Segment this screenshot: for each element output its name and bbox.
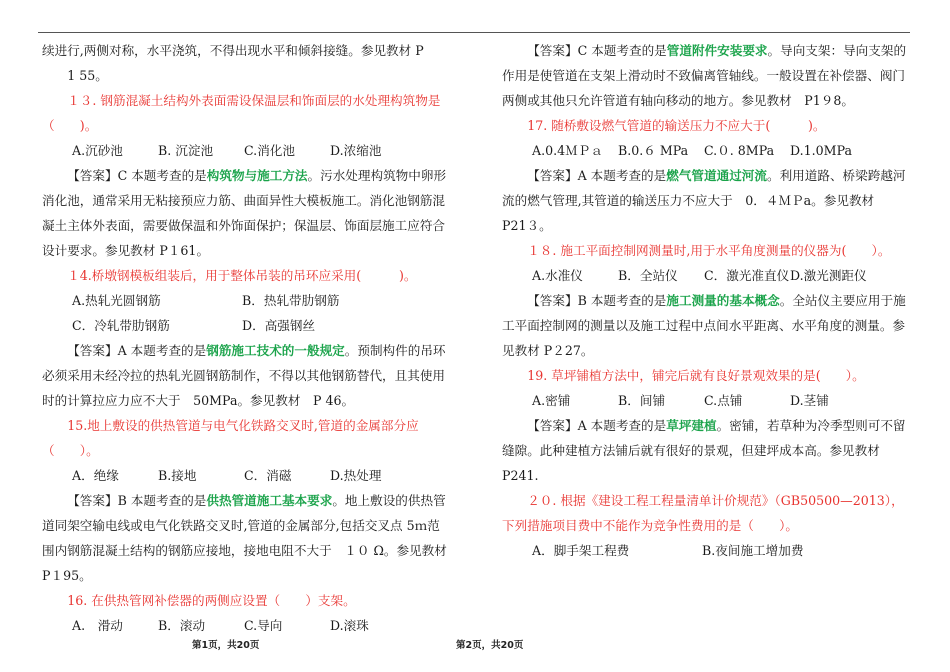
question-14: １4.桥墩钢模板组装后，用于整体吊装的吊环应采用( )。 [67, 268, 417, 283]
question-17-options [502, 138, 910, 163]
answer-keyword: 管道附件安装要求 [666, 43, 768, 58]
answer-body: 。导向支架：导向支架的作用是使管道在支架上滑动时不致偏离管轴线。一般设置在补偿器、阀门两侧或其他只允许管道有轴向移动的地方。参见教材 P1９8。 [502, 43, 907, 108]
question-19: 19. 草坪铺植方法中，铺完后就有良好景观效果的是( ）。 [527, 368, 865, 383]
answer-prefix: 【答案】A 本题考查的是 [67, 343, 207, 358]
answer-keyword: 燃气管道通过河流 [666, 168, 767, 183]
question-19-options [502, 388, 910, 413]
answer-body: 。地上敷设的供热管道同架空输电线或电气化铁路交叉时,管道的金属部分,包括交叉点 5ｍ范围内钢筋混凝土结构的钢筋应接地，接地电阻不大于 １０ Ω。参见教材 P１95。 [42, 493, 460, 583]
option: C.消化池 [244, 143, 295, 158]
question-20-options [502, 538, 910, 563]
question-15: 15.地上敷设的供热管道与电气化铁路交叉时,管道的金属部分应（ ）。 [42, 418, 419, 458]
option: D.热处理 [330, 468, 382, 483]
answer-14 [42, 338, 450, 413]
option: A.水准仪 [532, 268, 583, 283]
answer-keyword: 供热管道施工基本要求 [206, 493, 333, 508]
option: D.1.0MPa [790, 143, 852, 158]
option: D.茎铺 [790, 393, 829, 408]
answer-keyword: 构筑物与施工方法 [206, 168, 308, 183]
option: B．全站仪 [618, 268, 678, 283]
option: C．冷轧带肋钢筋 [72, 318, 170, 333]
option: C.点铺 [704, 393, 743, 408]
answer-keyword: 施工测量的基本概念 [666, 293, 780, 308]
continued-text-ref: 1 55。 [67, 68, 108, 83]
answer-body: 。污水处理构筑物中卵形消化池，通常采用无粘接预应力筋、曲面异性大模板施工。消化池钢筋混凝土主体外表面，需要做保温和外饰面保护；保温层、饰面层施工应符合设计要求。参见教材 P１61。 [42, 168, 447, 258]
option: D.滚珠 [330, 618, 369, 633]
option: A.密铺 [532, 393, 571, 408]
question-14-options [42, 288, 450, 338]
answer-16 [502, 38, 910, 113]
answer-13 [42, 163, 450, 263]
question-13: １３. 钢筋混凝土结构外表面需设保温层和饰面层的水处理构筑物是（ )。 [42, 93, 441, 133]
answer-19 [502, 413, 910, 488]
question-13-options [42, 138, 450, 163]
option: B．间铺 [618, 393, 666, 408]
option: A.热轧光圆钢筋 [72, 293, 161, 308]
answer-prefix: 【答案】C 本题考查的是 [67, 168, 207, 183]
answer-keyword: 钢筋施工技术的一般规定 [206, 343, 345, 358]
question-20: ２０. 根据《建设工程工程量清单计价规范》（GB50500—2013），下列措施项目费中不能作为竞争性费用的是（ ）。 [502, 493, 904, 533]
answer-body: 。密铺，若草种为冷季型则可不留缝隙。此种建植方法铺后就有很好的景观，但建坪成本高。参见教材 P241. [502, 418, 906, 483]
option: C.０. 8MPa [704, 143, 775, 158]
option: B.夜间施工增加费 [702, 543, 804, 558]
question-18: １８. 施工平面控制网测量时,用于水平角度测量的仪器为( ）。 [527, 243, 891, 258]
option: C．激光准直仪 [704, 268, 790, 283]
header-rule [38, 32, 910, 33]
left-column [42, 38, 460, 638]
option: C.导向 [244, 618, 283, 633]
answer-body: 。利用道路、桥梁跨越河流的燃气管理,其管道的输送压力不应大于 0．４ＭＰa。参见教材 P21３。 [502, 168, 906, 233]
answer-prefix: 【答案】A 本题考查的是 [527, 168, 667, 183]
question-17: 17. 随桥敷设燃气管道的输送压力不应大于( )。 [527, 118, 826, 133]
question-16: 16. 在供热管网补偿器的两侧应设置（ ）支架。 [67, 593, 356, 608]
answer-prefix: 【答案】B 本题考查的是 [67, 493, 207, 508]
option: D．高强钢丝 [242, 318, 316, 333]
option: A.0.4ＭＰａ [532, 143, 603, 158]
option: D.激光测距仪 [790, 268, 867, 283]
right-column [502, 38, 910, 563]
answer-15 [42, 488, 460, 588]
answer-keyword: 草坪建植 [666, 418, 717, 433]
question-15-options [42, 463, 450, 488]
continued-text: 续进行,两侧对称，水平浇筑，不得出现水平和倾斜接缝。参见教材 P [42, 43, 424, 58]
option: A．脚手架工程费 [532, 543, 630, 558]
option: B．热轧带肋钢筋 [242, 293, 340, 308]
answer-body: 。全站仪主要应用于施工平面控制网的测量以及施工过程中点间水平距离、水平角度的测量。参见教材 P２27。 [502, 293, 906, 358]
page-number-left: 第1页，共20页 [192, 640, 260, 651]
option: C．消磁 [244, 468, 292, 483]
answer-18 [502, 288, 910, 363]
question-16-options [42, 613, 450, 638]
answer-prefix: 【答案】A 本题考查的是 [527, 418, 667, 433]
option: B．滚动 [158, 618, 206, 633]
answer-body: 。预制构件的吊环必须采用未经冷拉的热轧光圆钢筋制作，不得以其他钢筋替代，且其使用时的计算拉应力应不大于 50MPa。参见教材 P 46。 [42, 343, 446, 408]
question-18-options [502, 263, 910, 288]
option: A．绝缘 [72, 468, 119, 483]
option: B.接地 [158, 468, 197, 483]
answer-prefix: 【答案】B 本题考查的是 [527, 293, 667, 308]
option: D.浓缩池 [330, 143, 382, 158]
answer-17 [502, 163, 910, 238]
option: B.0.６ MPa [618, 143, 689, 158]
page-number-right: 第2页，共20页 [456, 640, 524, 651]
option: B. 沉淀池 [158, 143, 214, 158]
option: A.沉砂池 [72, 143, 123, 158]
answer-prefix: 【答案】C 本题考查的是 [527, 43, 667, 58]
option: A. 滑动 [72, 618, 123, 633]
